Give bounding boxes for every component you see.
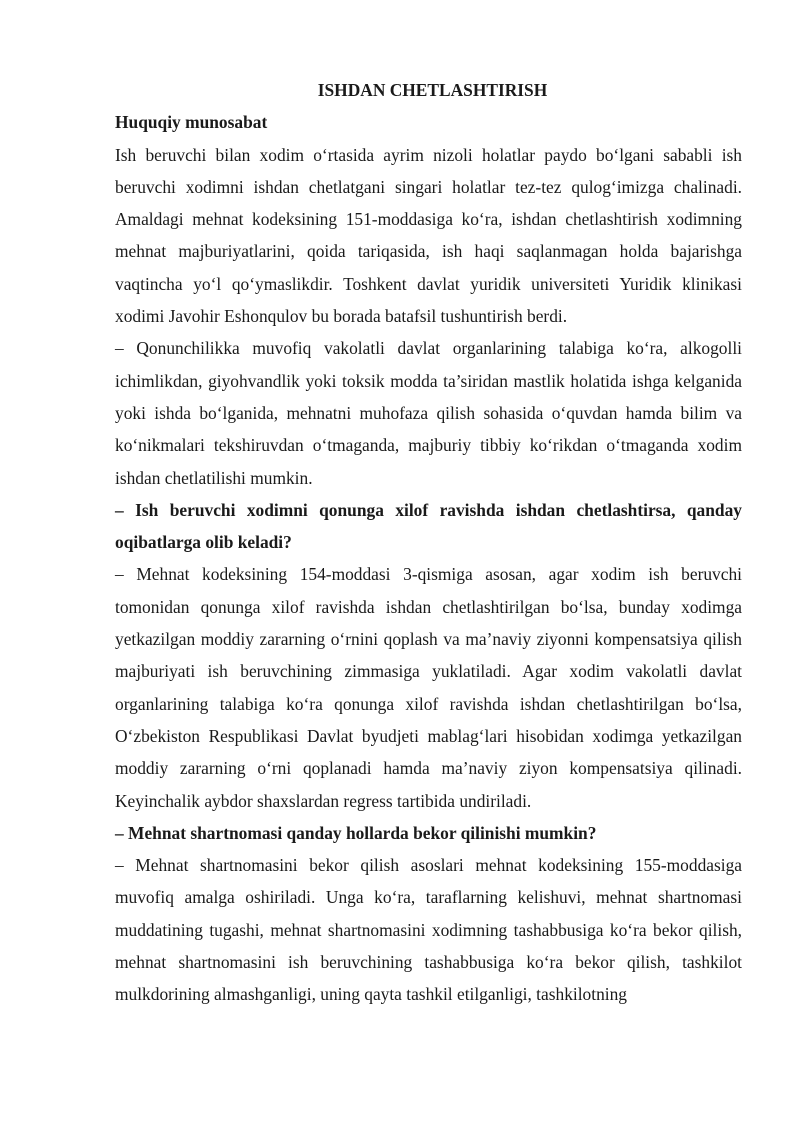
paragraph-answer-2: – Mehnat kodeksining 154-moddasi 3-qismiga asosan, agar xodim ish beruvchi tomonidan qonunga xilof ravishda ishdan chetlashtirilgan bo‘lsa, bunday xodimga yetkazilgan moddiy zararning o‘rnini qoplash va ma’naviy ziyonni kompensatsiya qilish majburiyati ish beruvchining zimmasiga yuklatiladi. Agar xodim vakolatli davlat organlarining talabiga ko‘ra qonunga xilof ravishda ishdan chetlashtirilgan bo‘lsa, O‘zbekiston Respublikasi Davlat byudjeti mablag‘lari hisobidan xodimga yetkazilgan moddiy zararning o‘rni qoplanadi hamda ma’naviy ziyon kompensatsiya qilinadi. Keyinchalik aybdor shaxslardan regress tartibida undiriladi.	[115, 564, 742, 811]
paragraph-answer-1: – Qonunchilikka muvofiq vakolatli davlat organlarining talabiga ko‘ra, alkogolli ichimlikdan, giyohvandlik yoki toksik modda ta’siridan mastlik holatida ishga kelganida yoki ishda bo‘lganida, mehnatni muhofaza qilish sohasida o‘quvdan hamda bilim va ko‘nikmalari tekshiruvdan o‘tmaganda, majburiy tibbiy ko‘rikdan o‘tmaganda xodim ishdan chetlatilishi mumkin.	[115, 338, 742, 488]
document-page	[115, 74, 742, 1011]
question-consequences: – Ish beruvchi xodimni qonunga xilof ravishda ishdan chetlashtirsa, qanday oqibatlarga olib keladi?	[115, 499, 742, 553]
document-subtitle: Huquqiy munosabat	[115, 112, 268, 133]
paragraph-intro: Ish beruvchi bilan xodim o‘rtasida ayrim nizoli holatlar paydo bo‘lgani sababli ish beruvchi xodimni ishdan chetlatgani singari holatlar tez-tez qulog‘imizga chalinadi. Amaldagi mehnat kodeksining 151-moddasiga ko‘ra, ishdan chetlashtirish xodimning mehnat majburiyatlarini, qoida tariqasida, ish haqi saqlanmagan holda bajarishga vaqtincha yo‘l qo‘ymaslikdir. Toshkent davlat yuridik universiteti Yuridik klinikasi xodimi Javohir Eshonqulov bu borada batafsil tushuntirish berdi.	[115, 144, 742, 327]
question-contract-termination: – Mehnat shartnomasi qanday hollarda bekor qilinishi mumkin?	[115, 822, 597, 843]
document-title: ISHDAN CHETLASHTIRISH	[317, 80, 548, 100]
paragraph-answer-3: – Mehnat shartnomasini bekor qilish asoslari mehnat kodeksining 155-moddasiga muvofiq amalga oshiriladi. Unga ko‘ra, taraflarning kelishuvi, mehnat shartnomasi muddatining tugashi, mehnat shartnomasini xodimning tashabbusiga ko‘ra bekor qilish, mehnat shartnomasini ish beruvchining tashabbusiga ko‘ra bekor qilish, tashkilot mulkdorining almashganligi, uning qayta tashkil etilganligi, tashkilotning	[115, 855, 742, 1005]
